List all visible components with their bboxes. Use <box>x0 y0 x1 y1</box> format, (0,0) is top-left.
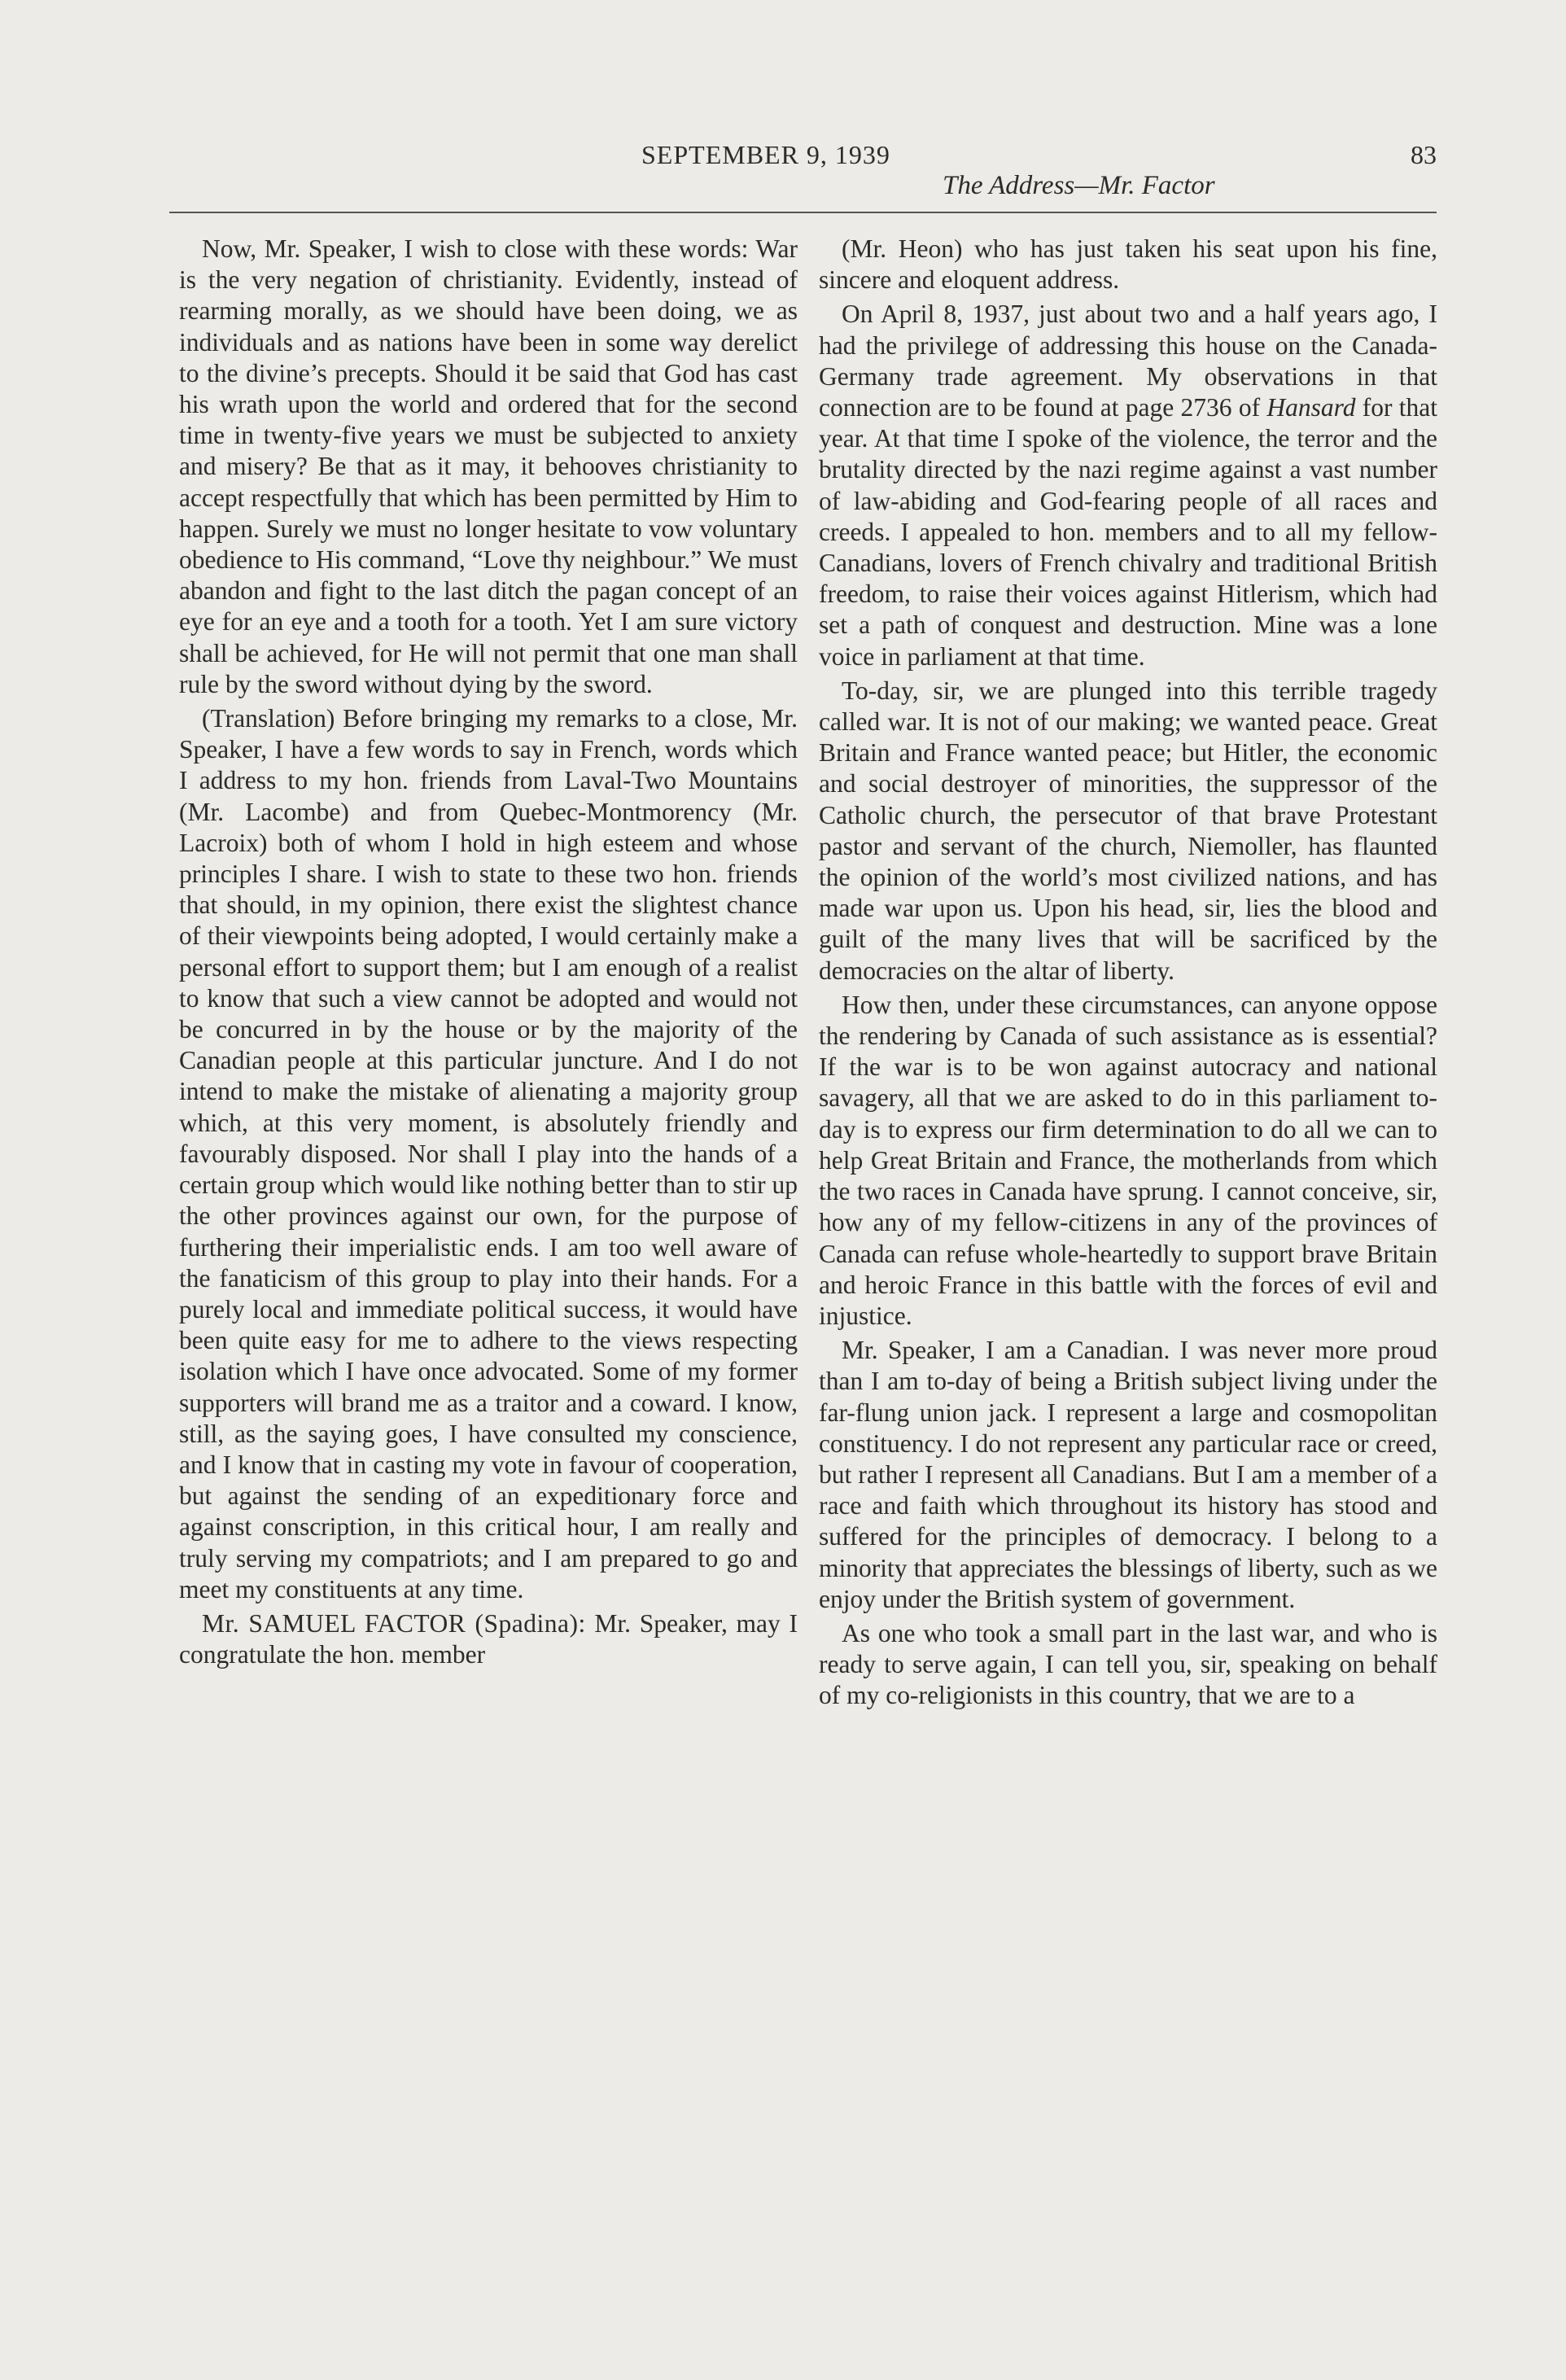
paragraph-text: On April 8, 1937, just about two and a half years ago, I had the privilege of addressing this house on the Canada-Germany trade agreement. My observations in that connection are to be found at page 2736 of <box>819 300 1437 422</box>
paragraph: (Mr. Heon) who has just taken his seat upon his fine, sincere and eloquent address. <box>819 234 1437 295</box>
paragraph: Mr. Speaker, I am a Canadian. I was never more proud than I am to-day of being a British subject living under the far-flung union jack. I represent a large and cosmopolitan constituency. I do not represent any particular race or creed, but rather I represent all Canadians. But I am a member of a race and faith which throughout its history has stood and suffered for the principles of democracy. I belong to a minority that appreciates the blessings of liberty, such as we enjoy under the British system of government. <box>819 1336 1437 1613</box>
paragraph: To-day, sir, we are plunged into this terrible tragedy called war. It is not of our making; we wanted peace. Great Britain and France wanted peace; but Hitler, the economic and social destroyer of minorities, the suppressor of the Catholic church, the persecutor of that brave Protestant pastor and servant of the church, Niemoller, has flaunted the opinion of the world’s most civilized nations, and has made war upon us. Upon his head, sir, lies the blood and guilt of the many lives that will be sacrificed by the democracies on the altar of liberty. <box>819 676 1437 985</box>
right-column <box>819 234 1437 2301</box>
page-number: 83 <box>1411 140 1437 169</box>
paragraph-text: for that year. At that time I spoke of the violence, the terror and the brutality directed by the nazi regime against a vast number of law-abiding and God-fearing people of all races and creeds. I appealed to hon. members and to all my fellow-Canadians, lovers of French chivalry and traditional British freedom, to raise their voices against Hitlerism, which had set a path of conquest and destruction. Mine was a lone voice in parliament at that time. <box>819 393 1437 671</box>
header-subtitle: The Address—Mr. Factor <box>943 171 1215 200</box>
running-header <box>169 137 1437 217</box>
paragraph: Now, Mr. Speaker, I wish to close with these words: War is the very negation of christianity. Evidently, instead of rearming morally, as we should have been doing, we as individuals and as nations have been in some way derelict to the divine’s precepts. Should it be said that God has cast his wrath upon the world and ordered that for the second time in twenty-five years we must be subjected to anxiety and misery? Be that as it may, it behooves christianity to accept respectfully that which has been permitted by Him to happen. Surely we must no longer hesitate to vow voluntary obedience to His command, “Love thy neighbour.” We must abandon and fight to the last ditch the pagan concept of an eye for an eye and a tooth for a tooth. Yet I am sure victory shall be achieved, for He will not permit that one man shall rule by the sword without dying by the sword. <box>179 234 798 698</box>
paragraph: As one who took a small part in the last war, and who is ready to serve again, I can tell you, sir, speaking on behalf of my co-religionists in this country, that we are to a <box>819 1618 1437 1710</box>
header-date: SEPTEMBER 9, 1939 <box>641 140 890 169</box>
paragraph-text: Mr. Speaker, may I congratulate the hon. member <box>179 1608 798 1669</box>
speaker-name: Mr. SAMUEL FACTOR (Spadina): <box>202 1608 586 1638</box>
paragraph <box>179 1608 798 1670</box>
hansard-reference: Hansard <box>1266 393 1356 422</box>
paragraph: (Translation) Before bringing my remarks to a close, Mr. Speaker, I have a few words to say in French, words which I address to my hon. friends from Laval-Two Mountains (Mr. Lacombe) and from Quebec-Montmorency (Mr. Lacroix) both of whom I hold in high esteem and whose principles I share. I wish to state to these two hon. friends that should, in my opinion, there exist the slightest chance of their viewpoints being adopted, I would certainly make a personal effort to support them; but I am enough of a realist to know that such a view cannot be adopted and would not be concurred in by the house or by the majority of the Canadian people at this particular juncture. And I do not intend to make the mistake of alienating a majority group which, at this very moment, is absolutely friendly and favourably disposed. Nor shall I play into the hands of a certain group which would like nothing better than to stir up the other provinces against our own, for the purpose of furthering their imperialistic ends. I am too well aware of the fanaticism of this group to play into their hands. For a purely local and immediate political success, it would have been quite easy for me to adhere to the views respecting isolation which I have once advocated. Some of my former supporters will brand me as a traitor and a coward. I know, still, as the saying goes, I have consulted my conscience, and I know that in casting my vote in favour of cooperation, but against the sending of an expeditionary force and against conscription, in this critical hour, I am really and truly serving my compatriots; and I am prepared to go and meet my constituents at any time. <box>179 704 798 1603</box>
paragraph <box>819 299 1437 672</box>
paragraph: How then, under these circumstances, can anyone oppose the rendering by Canada of such assistance as is essential? If the war is to be won against autocracy and national savagery, all that we are asked to do in this parliament to-day is to express our firm determination to do all we can to help Great Britain and France, the motherlands from which the two races in Canada have sprung. I cannot conceive, sir, how any of my fellow-citizens in any of the provinces of Canada can refuse whole-heartedly to support brave Britain and heroic France in this battle with the forces of evil and injustice. <box>819 990 1437 1330</box>
left-column <box>179 234 798 2301</box>
header-rule <box>169 212 1437 213</box>
